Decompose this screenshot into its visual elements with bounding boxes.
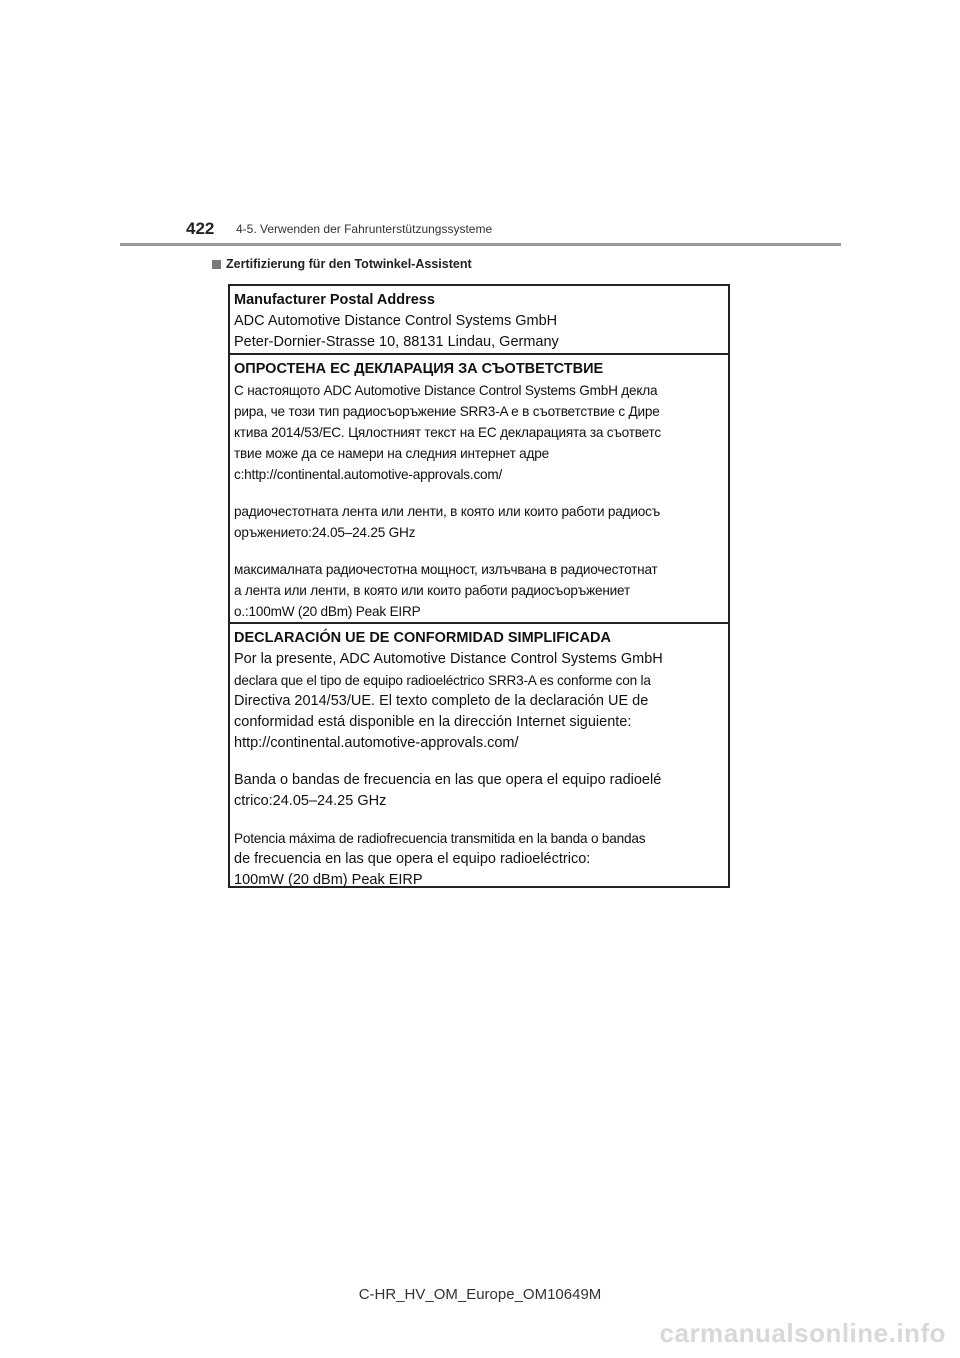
square-bullet-icon xyxy=(212,260,221,269)
text-line: Potencia máxima de radiofrecuencia transmitida en la banda o bandas xyxy=(234,831,646,846)
text-line: declara que el tipo de equipo radioeléctrico SRR3-A es conforme con la xyxy=(234,673,651,688)
bulgarian-declaration-section xyxy=(230,355,728,624)
section-title: ОПРОСТЕНА ЕС ДЕКЛАРАЦИЯ ЗА СЪОТВЕТСТВИЕ xyxy=(234,361,604,377)
text-line: ADC Automotive Distance Control Systems GmbH xyxy=(234,313,558,329)
spanish-declaration-section xyxy=(230,624,728,891)
text-line: Peter-Dornier-Strasse 10, 88131 Lindau, Germany xyxy=(234,334,559,350)
document-code: C-HR_HV_OM_Europe_OM10649M xyxy=(358,1286,602,1303)
text-line: радиочестотната лента или ленти, в която или които работи радиосъ xyxy=(234,504,661,519)
text-line: 100mW (20 dBm) Peak EIRP xyxy=(234,872,423,888)
watermark: carmanualsonline.info xyxy=(659,1318,946,1348)
header-rule xyxy=(120,243,841,246)
text-line: de frecuencia en las que opera el equipo radioeléctrico: xyxy=(234,851,591,867)
text-line: оръжението:24.05–24.25 GHz xyxy=(234,525,416,540)
section-heading-text: Zertifizierung für den Totwinkel-Assistent xyxy=(226,257,472,271)
certification-box xyxy=(228,284,730,888)
page-number: 422 xyxy=(186,219,215,238)
paragraph-gap xyxy=(234,812,726,828)
text-line: С настоящото ADC Automotive Distance Control Systems GmbH декла xyxy=(234,383,658,398)
paragraph-gap xyxy=(234,543,726,559)
text-line: о.:100mW (20 dBm) Peak EIRP xyxy=(234,604,421,619)
text-line: ктива 2014/53/ЕС. Цялостният текст на ЕС декларацията за съответс xyxy=(234,425,662,440)
chapter-title: 4-5. Verwenden der Fahrunterstützungssysteme xyxy=(236,222,493,236)
section-title: Manufacturer Postal Address xyxy=(234,292,435,308)
text-line: Directiva 2014/53/UE. El texto completo de la declaración UE de xyxy=(234,693,649,709)
text-line: c:http://continental.automotive-approvals.com/ xyxy=(234,467,503,482)
section-title: DECLARACIÓN UE DE CONFORMIDAD SIMPLIFICADA xyxy=(234,630,611,646)
text-line: ctrico:24.05–24.25 GHz xyxy=(234,793,387,809)
section-heading xyxy=(212,257,472,271)
text-line: conformidad está disponible en la dirección Internet siguiente: xyxy=(234,714,632,730)
paragraph-gap xyxy=(234,485,726,501)
text-line: рира, че този тип радиосъоръжение SRR3-A е в съответствие с Дире xyxy=(234,404,660,419)
text-line: а лента или ленти, в която или които работи радиосъоръжениет xyxy=(234,583,630,598)
text-line: Por la presente, ADC Automotive Distance Control Systems GmbH xyxy=(234,651,663,667)
text-line: твие може да се намери на следния интернет адре xyxy=(234,446,549,461)
text-line: максималната радиочестотна мощност, излъчвана в радиочестотнат xyxy=(234,562,658,577)
text-line: Banda o bandas de frecuencia en las que opera el equipo radioelé xyxy=(234,772,662,788)
paragraph-gap xyxy=(234,754,726,770)
text-line: http://continental.automotive-approvals.com/ xyxy=(234,735,519,751)
manufacturer-address-section xyxy=(230,286,728,355)
